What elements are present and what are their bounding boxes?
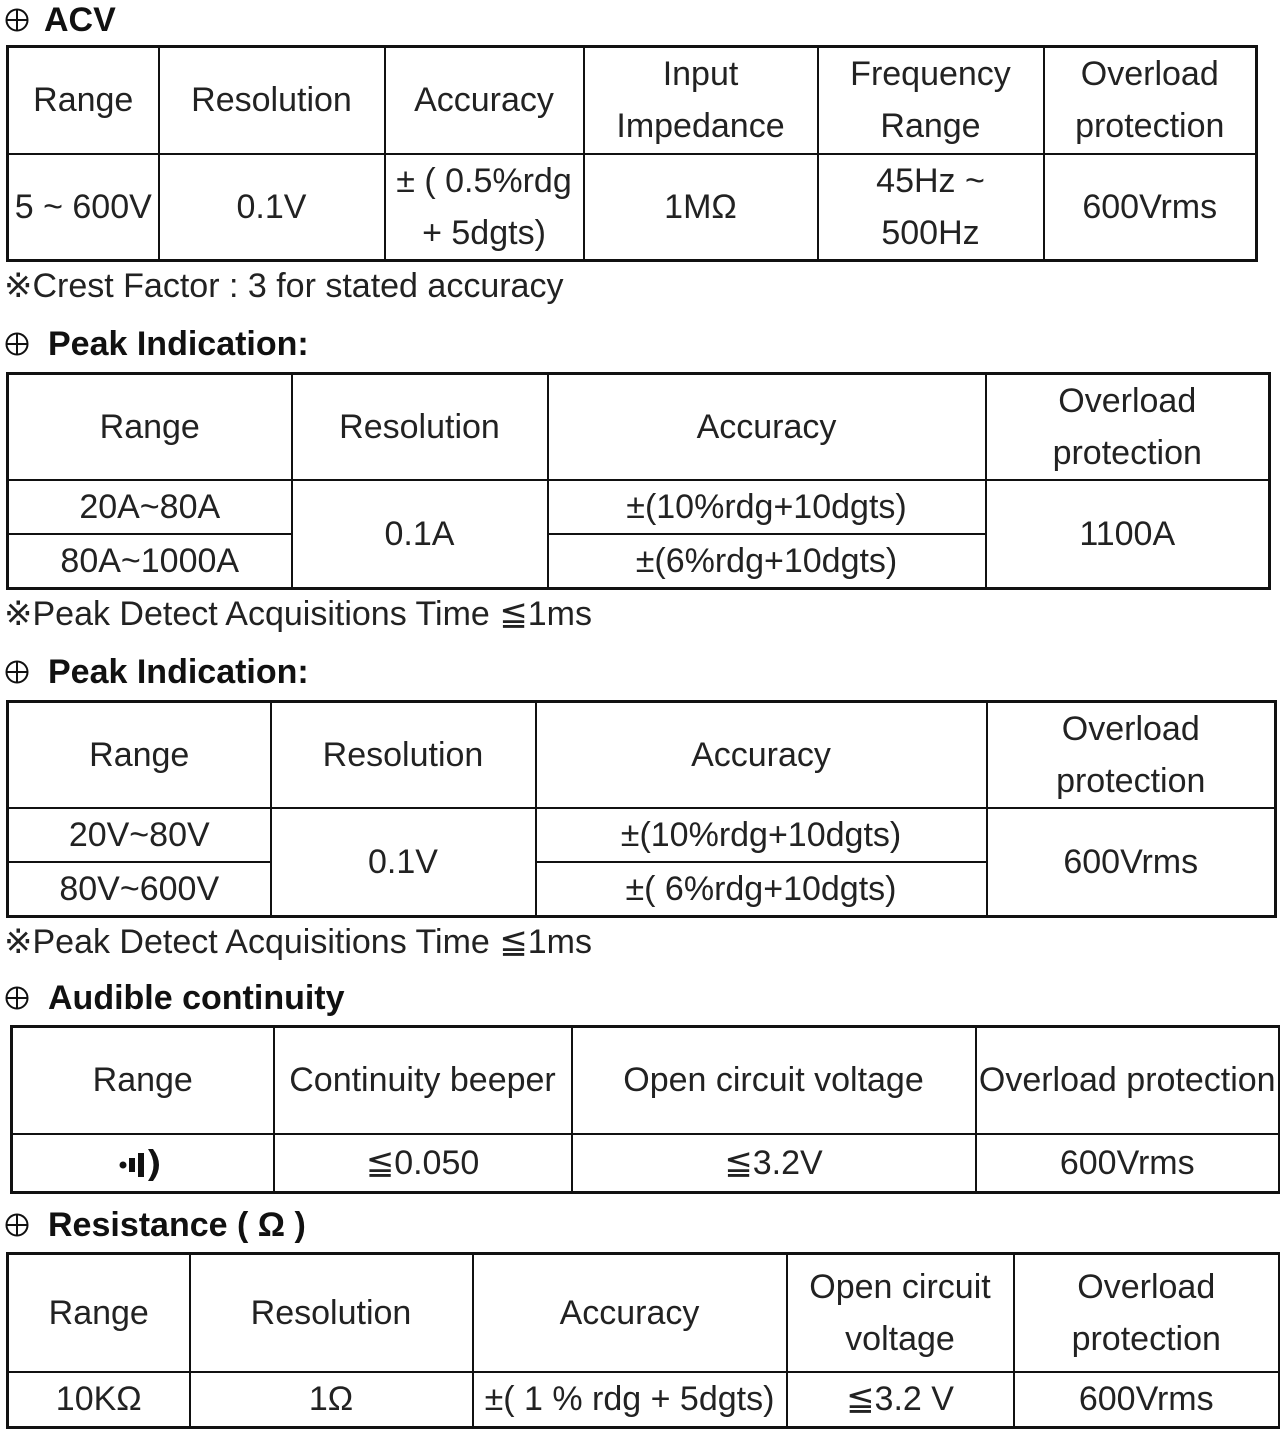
header-range: Range [8, 1254, 190, 1372]
resistance-table [6, 1252, 1280, 1429]
peak-voltage-table [6, 700, 1277, 918]
header-range: Range [8, 47, 159, 154]
cell-voltage: ≦3.2V [572, 1134, 976, 1193]
cell-accuracy [385, 154, 584, 261]
section-title-peak-voltage [4, 652, 309, 692]
cell-resolution: 0.1A [292, 480, 548, 589]
header-range: Range [12, 1027, 274, 1134]
circle-plus-icon [4, 985, 30, 1011]
cell-beeper: ≦0.050 [274, 1134, 572, 1193]
peak-current-table [6, 372, 1271, 590]
table-header-row [12, 1027, 1280, 1134]
header-input-impedance: Input Impedance [584, 47, 818, 154]
table-header-row [8, 374, 1270, 481]
table-row [12, 1134, 1280, 1193]
header-range: Range [8, 702, 271, 809]
section-title-acv [4, 0, 116, 40]
header-accuracy: Accuracy [473, 1254, 787, 1372]
accuracy-line-2: + 5dgts) [422, 213, 546, 252]
cell-impedance: 1MΩ [584, 154, 818, 261]
cell-range [12, 1134, 274, 1193]
section-title-text: Peak Indication: [48, 325, 309, 363]
cell-accuracy: ±( 1 % rdg + 5dgts) [473, 1372, 787, 1428]
cell-range: 5 ~ 600V [8, 154, 159, 261]
table-row [8, 1372, 1280, 1428]
header-frequency-range: Frequency Range [818, 47, 1044, 154]
cell-overload: 600Vrms [1044, 154, 1257, 261]
header-accuracy: Accuracy [548, 374, 986, 481]
cell-overload: 600Vrms [976, 1134, 1280, 1193]
cell-resolution: 0.1V [271, 808, 536, 917]
cell-overload: 600Vrms [987, 808, 1276, 917]
header-resolution: Resolution [292, 374, 548, 481]
cell-range: 20A~80A [8, 480, 292, 534]
cell-voltage: ≦3.2 V [787, 1372, 1014, 1428]
header-overload-protection: Overload protection [976, 1027, 1280, 1134]
header-resolution: Resolution [271, 702, 536, 809]
header-open-circuit-voltage: Open circuit voltage [572, 1027, 976, 1134]
cell-accuracy: ±( 6%rdg+10dgts) [536, 862, 987, 917]
circle-plus-icon [4, 1212, 30, 1238]
header-accuracy: Accuracy [385, 47, 584, 154]
acv-table [6, 45, 1258, 262]
header-open-circuit-voltage: Open circuit voltage [787, 1254, 1014, 1372]
beeper-icon [115, 1144, 171, 1182]
header-range: Range [8, 374, 292, 481]
section-title-text: Resistance ( Ω ) [48, 1206, 306, 1244]
header-overload-protection: Overload protection [1044, 47, 1257, 154]
continuity-table [10, 1025, 1280, 1194]
table-row [8, 808, 1276, 862]
peak-detect-note: ※Peak Detect Acquisitions Time ≦1ms [4, 595, 592, 633]
section-title-text: Audible continuity [48, 979, 345, 1017]
table-row [8, 154, 1257, 261]
header-overload-protection: Overload protection [1014, 1254, 1280, 1372]
frequency-line-1: 45Hz ~ [876, 161, 985, 200]
table-header-row [8, 47, 1257, 154]
section-title-peak-current [4, 324, 309, 364]
header-continuity-beeper: Continuity beeper [274, 1027, 572, 1134]
cell-overload: 600Vrms [1014, 1372, 1280, 1428]
cell-range: 10KΩ [8, 1372, 190, 1428]
section-title-resistance [4, 1205, 306, 1245]
cell-overload: 1100A [986, 480, 1270, 589]
table-header-row [8, 1254, 1280, 1372]
header-resolution: Resolution [190, 1254, 473, 1372]
circle-plus-icon [4, 7, 30, 33]
cell-range: 80V~600V [8, 862, 271, 917]
header-accuracy: Accuracy [536, 702, 987, 809]
cell-accuracy: ±(10%rdg+10dgts) [536, 808, 987, 862]
table-header-row [8, 702, 1276, 809]
cell-range: 80A~1000A [8, 534, 292, 589]
peak-detect-note: ※Peak Detect Acquisitions Time ≦1ms [4, 923, 592, 961]
cell-accuracy: ±(10%rdg+10dgts) [548, 480, 986, 534]
cell-frequency [818, 154, 1044, 261]
header-resolution: Resolution [159, 47, 385, 154]
table-row [8, 480, 1270, 534]
header-overload-protection: Overload protection [986, 374, 1270, 481]
cell-resolution: 1Ω [190, 1372, 473, 1428]
section-title-continuity [4, 978, 345, 1018]
accuracy-line-1: ± ( 0.5%rdg [396, 161, 572, 200]
cell-accuracy: ±(6%rdg+10dgts) [548, 534, 986, 589]
cell-resolution: 0.1V [159, 154, 385, 261]
crest-factor-note: ※Crest Factor : 3 for stated accuracy [4, 267, 564, 305]
frequency-line-2: 500Hz [881, 213, 980, 252]
header-overload-protection: Overload protection [987, 702, 1276, 809]
section-title-text: ACV [44, 1, 116, 39]
circle-plus-icon [4, 331, 30, 357]
circle-plus-icon [4, 659, 30, 685]
cell-range: 20V~80V [8, 808, 271, 862]
section-title-text: Peak Indication: [48, 653, 309, 691]
